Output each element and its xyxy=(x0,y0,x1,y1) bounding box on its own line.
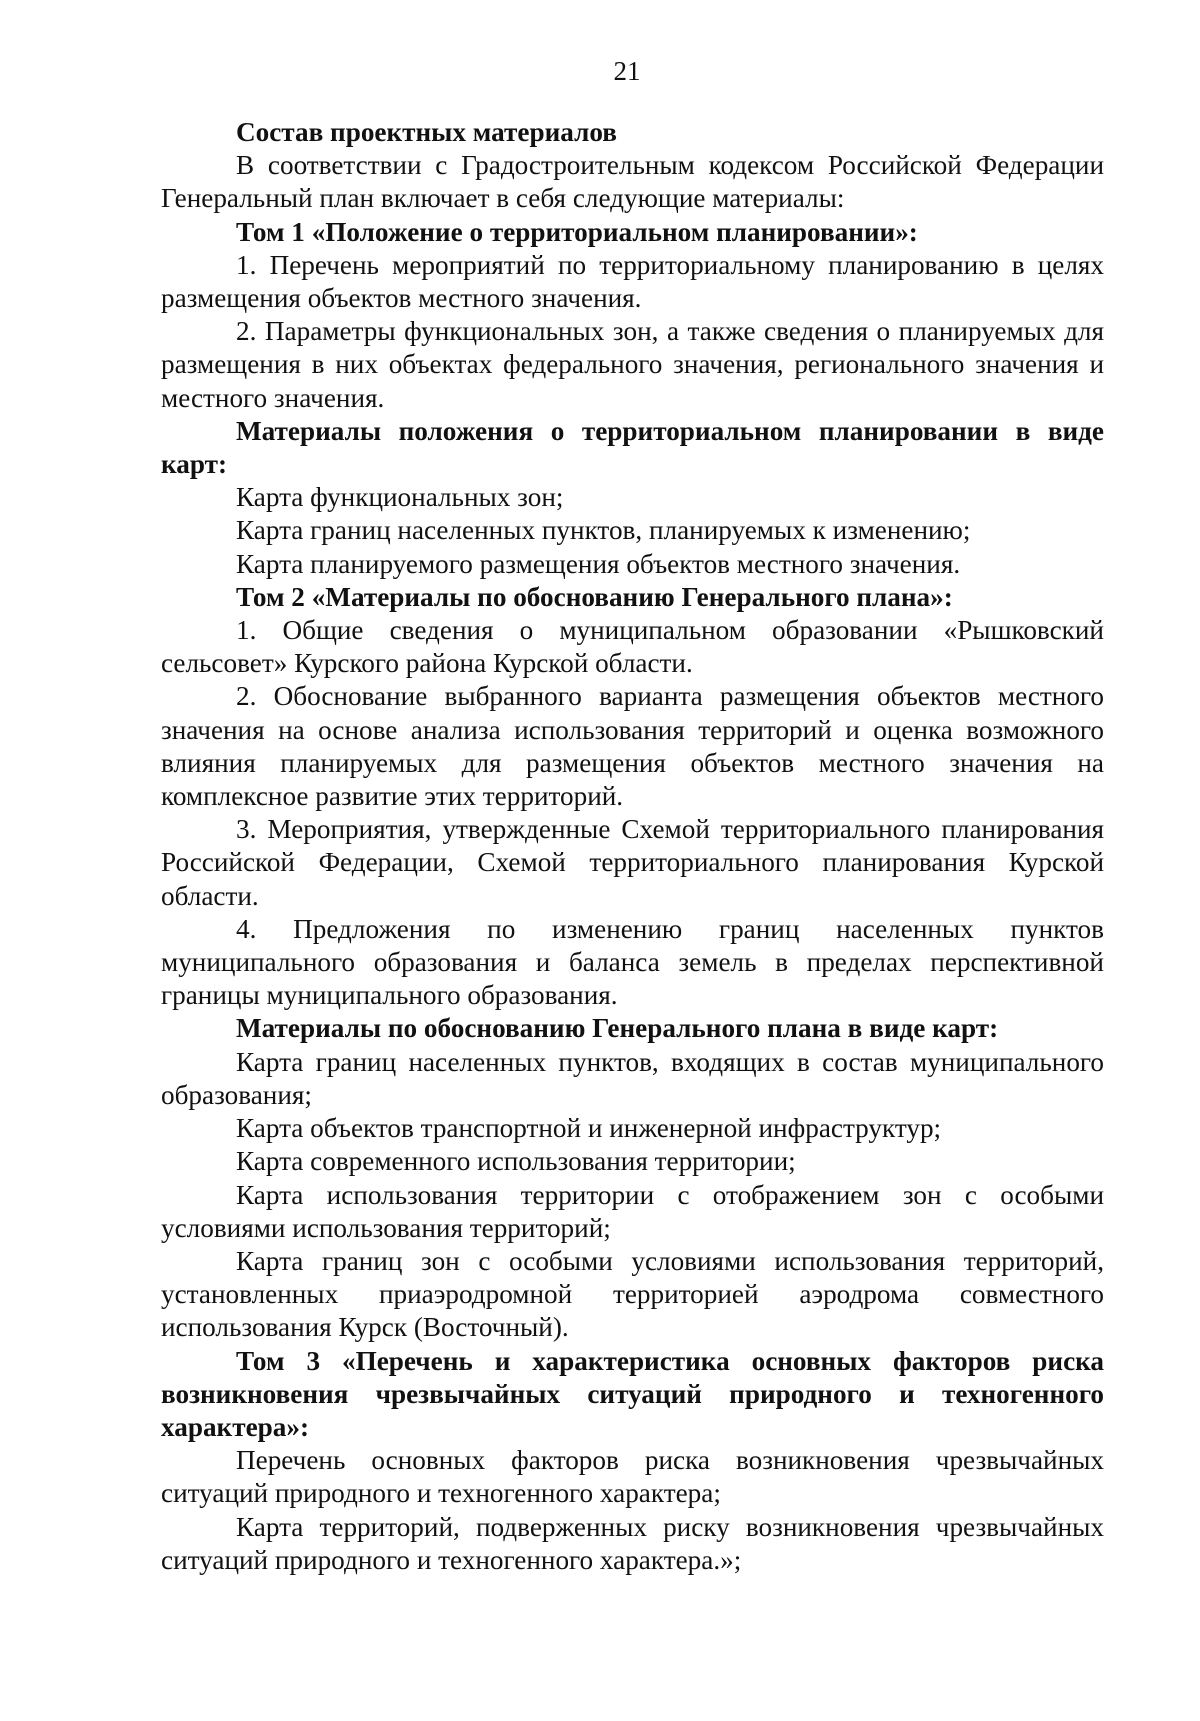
page-number: 21 xyxy=(613,56,641,86)
document-body xyxy=(161,116,1104,1577)
volume-1-item-1: 1. Перечень мероприятий по территориальному планированию в целях размещения объектов местного значения. xyxy=(161,249,1104,314)
volume-2-map-1: Карта границ населенных пунктов, входящих в состав муниципального образования; xyxy=(161,1046,1104,1110)
section-heading-composition: Состав проектных материалов xyxy=(236,117,617,147)
paragraph-intro: В соответствии с Градостроительным кодексом Российской Федерации Генеральный план включает в себя следующие материалы: xyxy=(161,150,1104,214)
volume-1-map-1: Карта функциональных зон; xyxy=(236,482,564,513)
volume-1-map-3: Карта планируемого размещения объектов местного значения. xyxy=(236,548,961,579)
volume-1-item-2: 2. Параметры функциональных зон, а также сведения о планируемых для размещения в них объектах федерального значения, регионального значения и местного значения. xyxy=(161,316,1104,413)
volume-3-item-1: Перечень основных факторов риска возникновения чрезвычайных ситуаций природного и техногенного характера; xyxy=(161,1445,1104,1509)
volume-1-maps-heading: Материалы положения о территориальном планировании в виде карт: xyxy=(161,415,1104,480)
volume-2-map-4: Карта использования территории с отображением зон с особыми условиями использования территорий; xyxy=(161,1179,1104,1243)
volume-3-heading: Том 3 «Перечень и характеристика основных факторов риска возникновения чрезвычайных ситуаций природного и техногенного характера»: xyxy=(161,1345,1104,1442)
volume-2-heading: Том 2 «Материалы по обоснованию Генерального плана»: xyxy=(236,581,953,612)
volume-1-map-2: Карта границ населенных пунктов, планируемых к изменению; xyxy=(236,515,971,546)
volume-1-heading: Том 1 «Положение о территориальном планировании»: xyxy=(236,216,918,247)
volume-2-item-4: 4. Предложения по изменению границ населенных пунктов муниципального образования и баланса земель в пределах перспективной границы муниципального образования. xyxy=(161,913,1104,1011)
volume-2-map-5: Карта границ зон с особыми условиями использования территорий, установленных приаэродромной территорией аэродрома совместного использования Курск (Восточный). xyxy=(161,1245,1104,1343)
volume-2-map-3: Карта современного использования территории; xyxy=(236,1146,796,1177)
volume-2-maps-heading: Материалы по обоснованию Генерального плана в виде карт: xyxy=(236,1013,999,1044)
volume-2-item-3: 3. Мероприятия, утвержденные Схемой территориального планирования Российской Федерации, Схемой территориального планирования Курской области. xyxy=(161,814,1104,911)
volume-3-item-2: Карта территорий, подверженных риску возникновения чрезвычайных ситуаций природного и техногенного характера.»; xyxy=(161,1511,1104,1575)
volume-2-item-2: 2. Обоснование выбранного варианта размещения объектов местного значения на основе анализа использования территорий и оценка возможного влияния планируемых для размещения объектов местного значения на комплексное развитие этих территорий. xyxy=(161,681,1104,812)
volume-2-map-2: Карта объектов транспортной и инженерной инфраструктур; xyxy=(236,1113,942,1144)
volume-2-item-1: 1. Общие сведения о муниципальном образовании «Рышковский сельсовет» Курского района Курской области. xyxy=(161,615,1104,679)
